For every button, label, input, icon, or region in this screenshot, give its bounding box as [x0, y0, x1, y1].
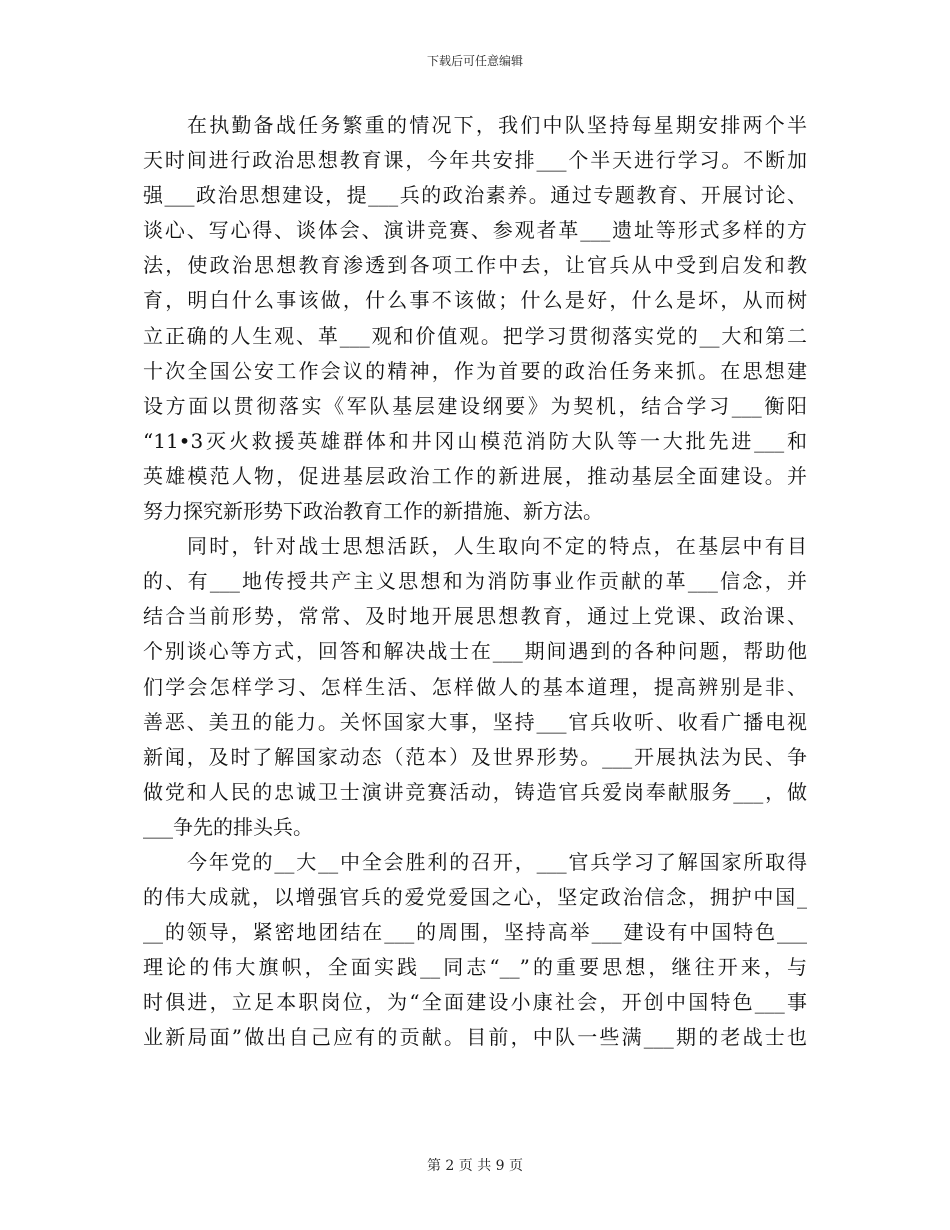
document-body [143, 108, 807, 1056]
text-line: 结合当前形势，常常、及时地开展思想教育，通过上党课、政治课、 [143, 604, 807, 629]
text-line: 善恶、美丑的能力。关怀国家大事，坚持___官兵收听、收看广播电视 [143, 709, 807, 734]
text-line: 强___政治思想建设，提___兵的政治素养。通过专题教育、开展讨论、 [143, 183, 807, 208]
text-line: 育，明白什么事该做，什么事不该做；什么是好，什么是坏，从而树 [143, 288, 807, 313]
text-line: 的伟大成就，以增强官兵的爱党爱国之心，坚定政治信念，拥护中国_ [143, 885, 807, 910]
paragraph-1 [143, 108, 807, 529]
text-line: 英雄模范人物，促进基层政治工作的新进展，推动基层全面建设。并 [143, 463, 807, 488]
text-line: 十次全国公安工作会议的精神，作为首要的政治任务来抓。在思想建 [143, 358, 807, 383]
text-line: 个别谈心等方式，回答和解决战士在___期间遇到的各种问题，帮助他 [143, 639, 807, 664]
text-line: 们学会怎样学习、怎样生活、怎样做人的基本道理，提高辨别是非、 [143, 674, 807, 699]
text-line: 新闻，及时了解国家动态（范本）及世界形势。___开展执法为民、争 [143, 744, 807, 769]
page-header-note: 下载后可任意编辑 [426, 54, 523, 68]
text-line: 业新局面”做出自己应有的贡献。目前，中队一些满___期的老战士也 [143, 1025, 807, 1050]
text-line: 努力探究新形势下政治教育工作的新措施、新方法。 [143, 499, 603, 524]
text-line: 在执勤备战任务繁重的情况下，我们中队坚持每星期安排两个半 [187, 113, 807, 137]
page-number: 第 2 页 共 9 页 [426, 1158, 524, 1174]
text-line: 天时间进行政治思想教育课，今年共安排___个半天进行学习。不断加 [143, 148, 807, 173]
text-line: 的、有___地传授共产主义思想和为消防事业作贡献的革___信念，并 [143, 569, 807, 594]
text-line: 设方面以贯彻落实《军队基层建设纲要》为契机，结合学习___衡阳 [143, 393, 807, 418]
text-line: 谈心、写心得、谈体会、演讲竞赛、参观者革___遗址等形式多样的方 [143, 218, 807, 243]
paragraph-2 [143, 529, 807, 845]
text-line: 立正确的人生观、革___观和价值观。把学习贯彻落实党的__大和第二 [143, 323, 807, 348]
text-line: 今年党的__大__中全会胜利的召开，___官兵学习了解国家所取得 [187, 849, 807, 874]
paragraph-3 [143, 845, 807, 1056]
text-line: 同时，针对战士思想活跃，人生取向不定的特点，在基层中有目 [187, 534, 807, 559]
text-line: 时俱进，立足本职岗位，为“全面建设小康社会，开创中国特色___事 [143, 990, 807, 1015]
text-line: ___争先的排头兵。 [143, 814, 313, 839]
text-line: 法，使政治思想教育渗透到各项工作中去，让官兵从中受到启发和教 [143, 253, 807, 278]
text-line: “11•3灭火救援英雄群体和井冈山模范消防大队等一大批先进___和 [143, 428, 807, 453]
text-line: 理论的伟大旗帜，全面实践__同志“__”的重要思想，继往开来，与 [143, 955, 807, 980]
text-line: 做党和人民的忠诚卫士演讲竞赛活动，铸造官兵爱岗奉献服务___，做 [143, 779, 807, 804]
text-line: __的领导，紧密地团结在___的周围，坚持高举___建设有中国特色___ [143, 920, 807, 945]
